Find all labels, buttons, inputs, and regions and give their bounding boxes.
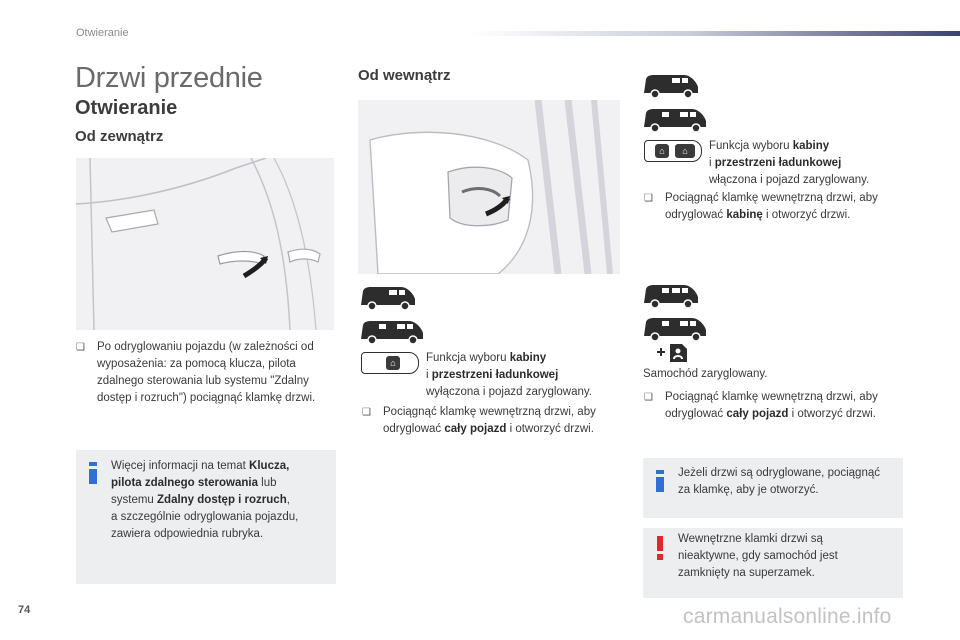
inside-instruction-cabin: ❑ Pociągnąć klamkę wewnętrzną drzwi, aby odryglować kabinę i otworzyć drzwi. [644, 192, 878, 221]
info-text-keys: Więcej informacji na temat Klucza, pilota zdalnego sterowania lub systemu Zdalny dostęp i rozruch, a szczególnie odryglowania pojazdu, zawiera odpowiednia rubryka. [111, 460, 299, 540]
middle-caption: Funkcja wyboru kabiny i przestrzeni ładunkowej wyłączona i pojazd zaryglowany. [426, 352, 592, 398]
bullet-arrow-icon: ❑ [76, 342, 85, 353]
info-box-unlocked [643, 458, 903, 518]
padlock-icon: ⌂ [655, 144, 669, 158]
bullet-arrow-icon: ❑ [362, 407, 371, 418]
bullet-arrow-icon: ❑ [644, 392, 653, 403]
warning-box-superlock [643, 528, 903, 598]
cabin-selector-on-icon [644, 140, 702, 162]
bullet-arrow-icon: ❑ [644, 193, 653, 204]
van-cabin-superlock-icon [642, 283, 700, 309]
inside-handle-illustration [358, 100, 620, 274]
right-caption: Funkcja wyboru kabiny i przestrzeni ładunkowej włączona i pojazd zaryglowany. [709, 140, 870, 186]
info-text-unlocked: Jeżeli drzwi są odryglowane, pociągnąć za klamkę, aby je otworzyć. [678, 467, 880, 496]
van-full-locked-icon [359, 319, 425, 345]
superlock-plus-icon [656, 343, 688, 363]
info-box-keys [76, 450, 336, 584]
subtitle-inside: Od wewnątrz [358, 67, 451, 84]
header-label: Otwieranie [76, 27, 129, 39]
cabin-selector-off-icon [361, 352, 419, 374]
van-cabin-locked-icon [359, 285, 417, 311]
cargo-padlock-icon: ⌂ [675, 144, 695, 158]
warning-icon [656, 536, 664, 560]
header-bar [470, 31, 960, 36]
outside-handle-illustration [76, 158, 334, 330]
warning-text-superlock: Wewnętrzne klamki drzwi są nieaktywne, gdy samochód jest zamknięty na superzamek. [678, 533, 838, 579]
page-number: 74 [18, 604, 31, 616]
van-full-superlock-icon [642, 316, 708, 342]
outside-instruction: ❑ Po odryglowaniu pojazdu (w zależności od wyposażenia: za pomocą klucza, pilota zdalnego sterowania lub systemu "Zdalny dostęp i rozruch") pociągnąć klamkę drzwi. [76, 341, 316, 404]
watermark: carmanualsonline.info [683, 605, 892, 628]
section-title: Otwieranie [75, 97, 178, 119]
info-icon [89, 462, 97, 484]
van-cabin-icon [642, 73, 700, 99]
info-icon [656, 470, 664, 492]
subtitle-outside: Od zewnątrz [75, 128, 164, 145]
padlock-icon: ⌂ [386, 356, 400, 370]
inside-instruction-full: ❑ Pociągnąć klamkę wewnętrzną drzwi, aby odryglować cały pojazd i otworzyć drzwi. [362, 406, 596, 435]
locked-caption: Samochód zaryglowany. [643, 368, 768, 380]
page-title: Drzwi przednie [75, 62, 263, 94]
inside-instruction-full-right: ❑ Pociągnąć klamkę wewnętrzną drzwi, aby odryglować cały pojazd i otworzyć drzwi. [644, 391, 878, 420]
van-full-icon [642, 107, 708, 133]
